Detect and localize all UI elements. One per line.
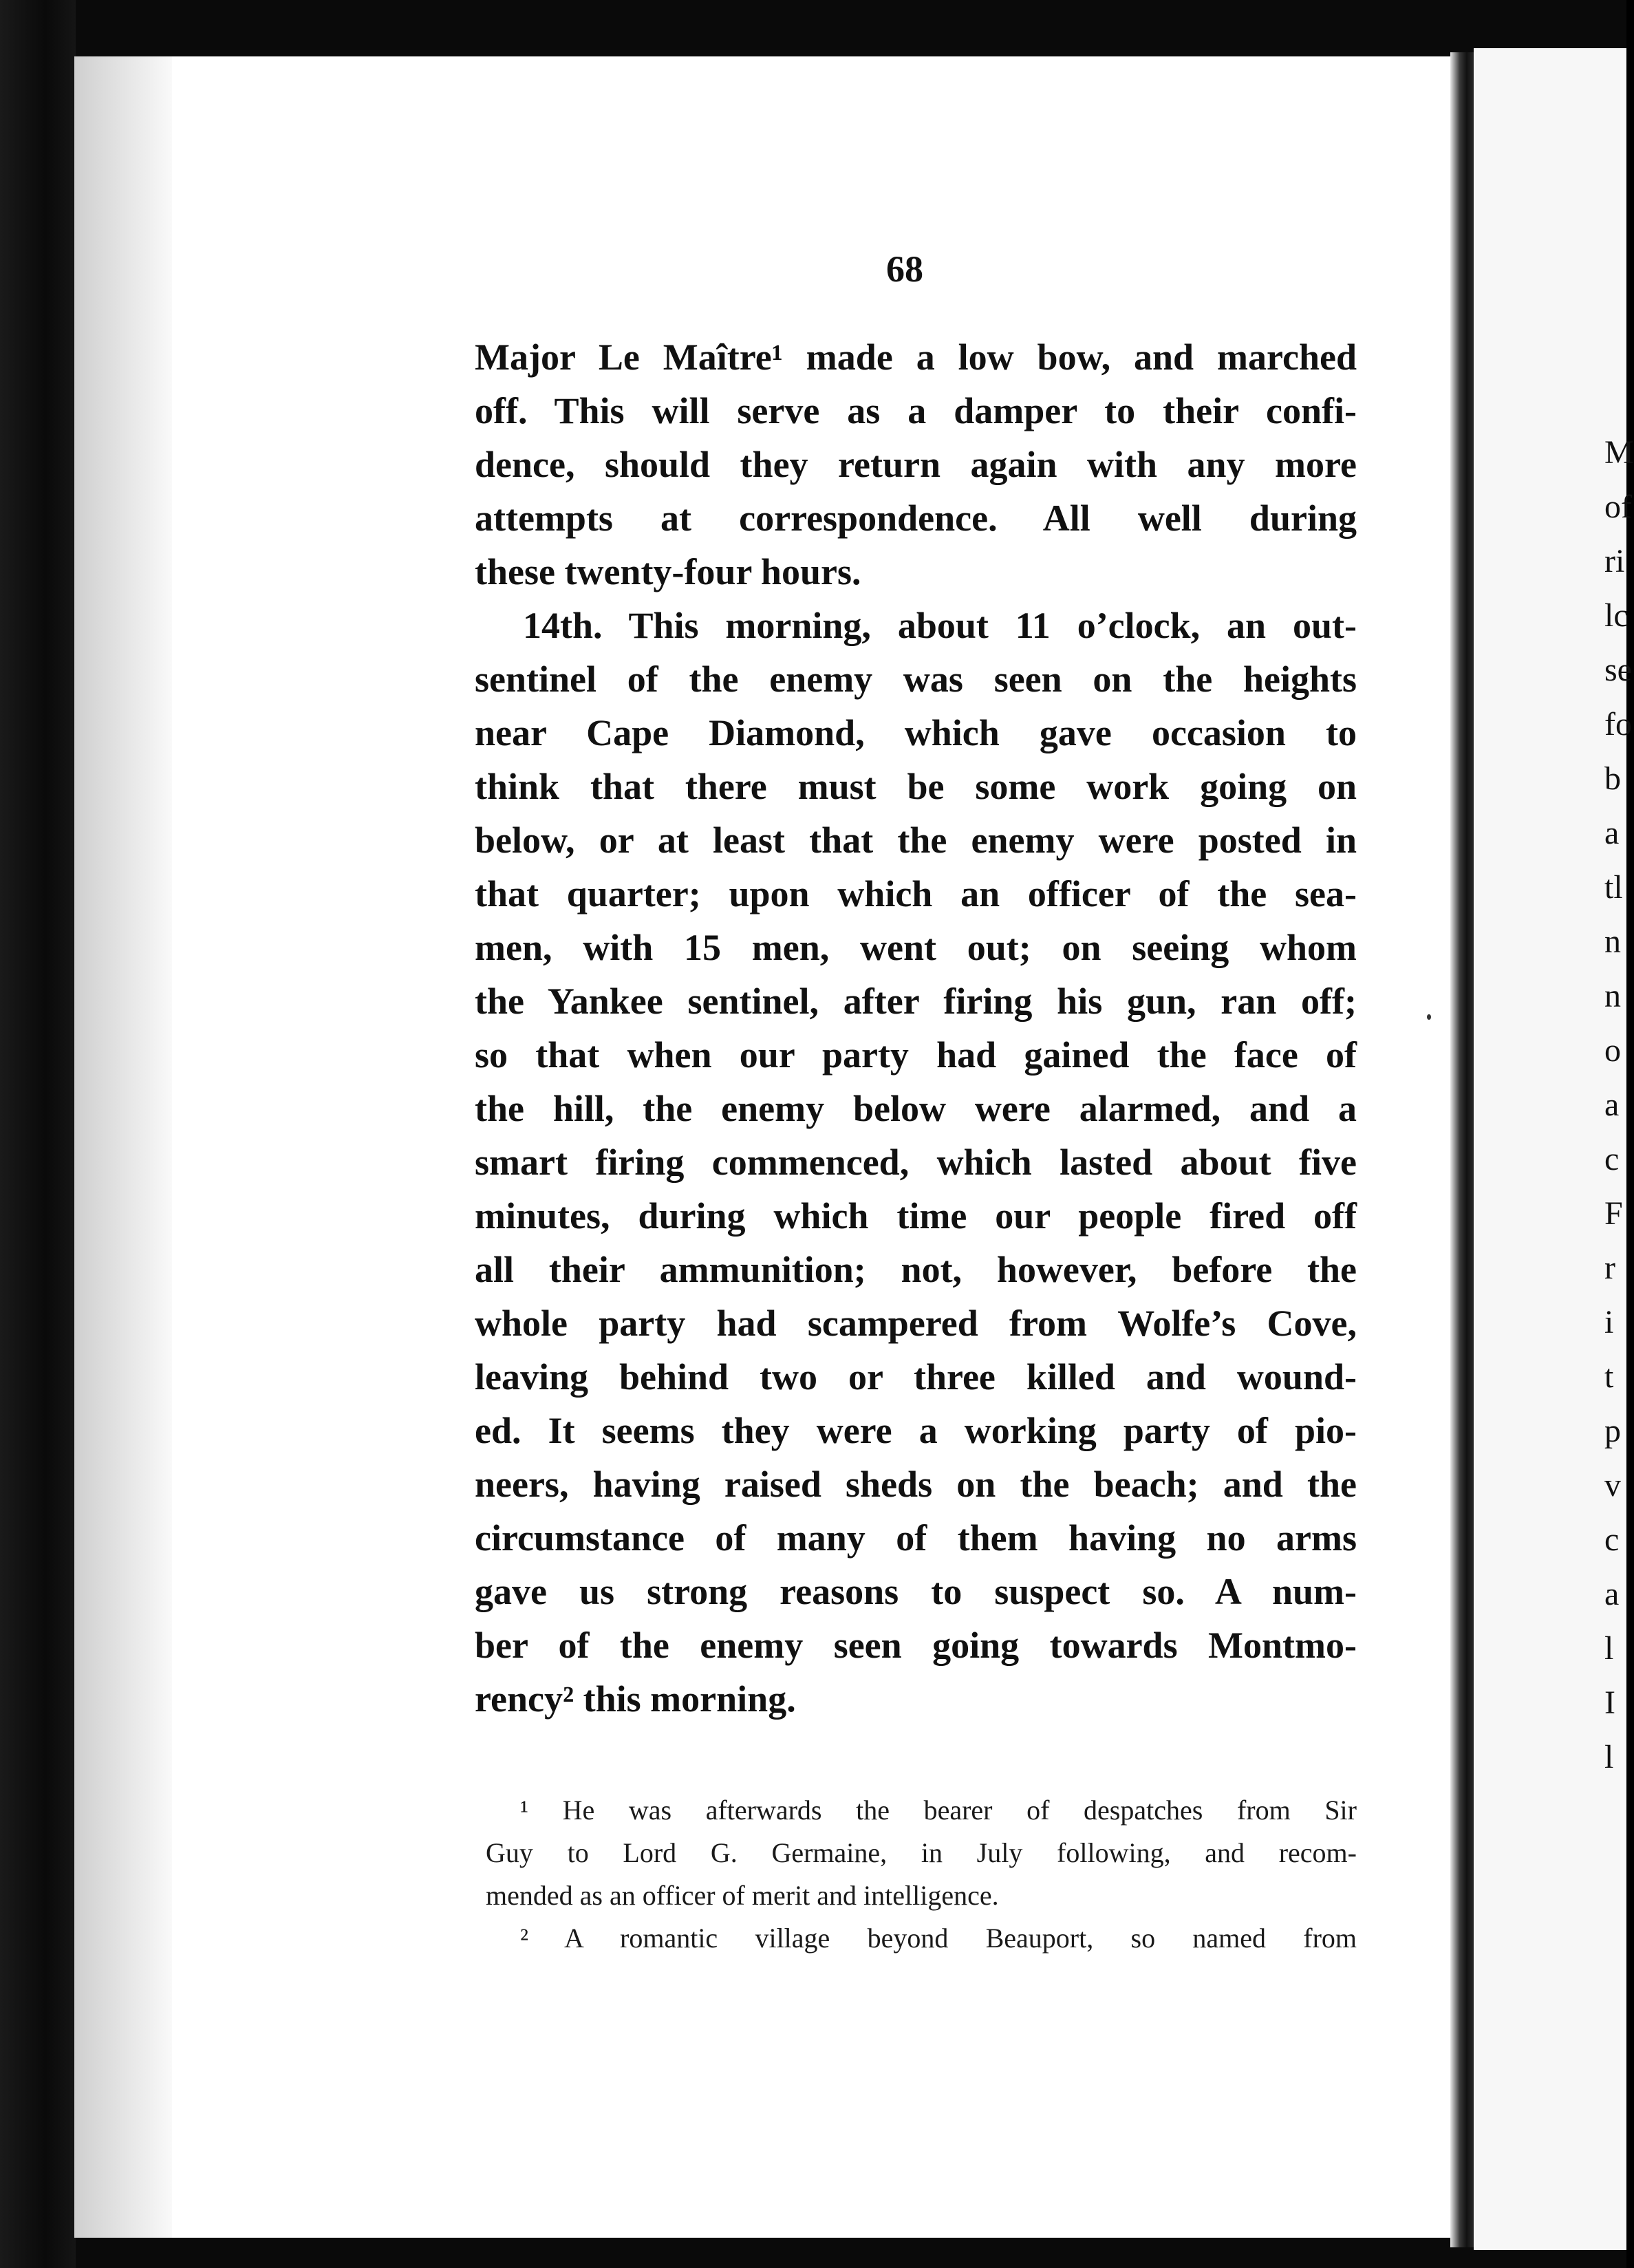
text-line: the Yankee sentinel, after firing his gun, ran off; [475, 981, 1357, 1022]
text-line: men, with 15 men, went out; on seeing whom [475, 927, 1357, 968]
footnote-line: ¹ He was afterwards the bearer of despatches from Sir [520, 1795, 1357, 1826]
text-line: these twenty-four hours. [475, 551, 861, 592]
text-line: ber of the enemy seen going towards Montmo- [475, 1625, 1357, 1666]
text-line: whole party had scampered from Wolfe’s Cove, [475, 1303, 1357, 1344]
text-line: below, or at least that the enemy were posted in [475, 820, 1357, 861]
footnote-line: Guy to Lord G. Germaine, in July following, and recom- [486, 1837, 1357, 1868]
facing-page-fragment: se [1604, 652, 1632, 688]
facing-page-fragment: a [1604, 1576, 1620, 1612]
facing-page-fragment: l [1604, 1739, 1614, 1775]
text-line: dence, should they return again with any more [475, 444, 1357, 485]
text-line: neers, having raised sheds on the beach; and the [475, 1464, 1357, 1505]
facing-page-fragment: o [1604, 1032, 1621, 1069]
facing-page-fragment: tl [1604, 869, 1623, 906]
text-line: 14th. This morning, about 11 o’clock, an out- [523, 605, 1357, 646]
facing-page-fragment: ri [1604, 543, 1625, 579]
text-line: near Cape Diamond, which gave occasion to [475, 712, 1357, 753]
footnote-line: mended as an officer of merit and intelligence. [486, 1880, 999, 1911]
page-number: 68 [886, 248, 923, 290]
facing-page-fragment: M [1604, 434, 1634, 471]
body-text [475, 330, 1357, 1726]
text-line: so that when our party had gained the face of [475, 1034, 1357, 1076]
facing-page-edge [1474, 48, 1634, 2250]
facing-page-fragment: F [1604, 1195, 1623, 1232]
text-line: off. This will serve as a damper to their confi- [475, 390, 1357, 431]
text-line: gave us strong reasons to suspect so. A num- [475, 1571, 1357, 1612]
text-line: Major Le Maître¹ made a low bow, and marched [475, 336, 1357, 378]
text-line: that quarter; upon which an officer of the sea- [475, 873, 1357, 914]
text-line: the hill, the enemy below were alarmed, and a [475, 1088, 1357, 1129]
text-line: think that there must be some work going on [475, 766, 1357, 807]
text-line: smart firing commenced, which lasted about five [475, 1142, 1357, 1183]
text-line: minutes, during which time our people fired off [475, 1195, 1357, 1237]
facing-page-fragment: a [1604, 815, 1620, 851]
book-gutter [1450, 52, 1474, 2247]
facing-page-fragment: c [1604, 1141, 1620, 1177]
text-line: attempts at correspondence. All well during [475, 498, 1357, 539]
text-line: rency² this morning. [475, 1678, 796, 1720]
facing-page-fragment: fo [1604, 706, 1632, 742]
footnotes [486, 1789, 1357, 1960]
facing-page-fragment: I [1604, 1684, 1615, 1721]
text-line: sentinel of the enemy was seen on the heights [475, 659, 1357, 700]
binding-edge [0, 0, 76, 2268]
facing-page-fragment: l [1604, 1630, 1614, 1667]
facing-page-fragment: lc [1604, 597, 1628, 634]
page-curl-shadow [74, 56, 184, 2238]
facing-page-fragment: b [1604, 760, 1621, 797]
facing-page-fragment: n [1604, 978, 1621, 1014]
text-line: all their ammunition; not, however, before the [475, 1249, 1357, 1290]
text-line: leaving behind two or three killed and wound- [475, 1356, 1357, 1398]
facing-page-fragment: r [1604, 1250, 1615, 1286]
facing-page-fragment: n [1604, 923, 1621, 960]
footnote-line: ² A romantic village beyond Beauport, so named from [520, 1923, 1357, 1954]
facing-page-fragment: v [1604, 1467, 1621, 1504]
facing-page-fragment: a [1604, 1087, 1620, 1123]
facing-page-fragment: t [1604, 1358, 1614, 1395]
ink-speck [1427, 1014, 1431, 1020]
text-line: ed. It seems they were a working party of pio- [475, 1410, 1357, 1451]
facing-page-fragment: of [1604, 489, 1632, 525]
facing-page-fragment: p [1604, 1413, 1621, 1449]
facing-page-fragment: i [1604, 1304, 1614, 1340]
text-line: circumstance of many of them having no arms [475, 1517, 1357, 1559]
facing-page-fragment: c [1604, 1521, 1620, 1558]
